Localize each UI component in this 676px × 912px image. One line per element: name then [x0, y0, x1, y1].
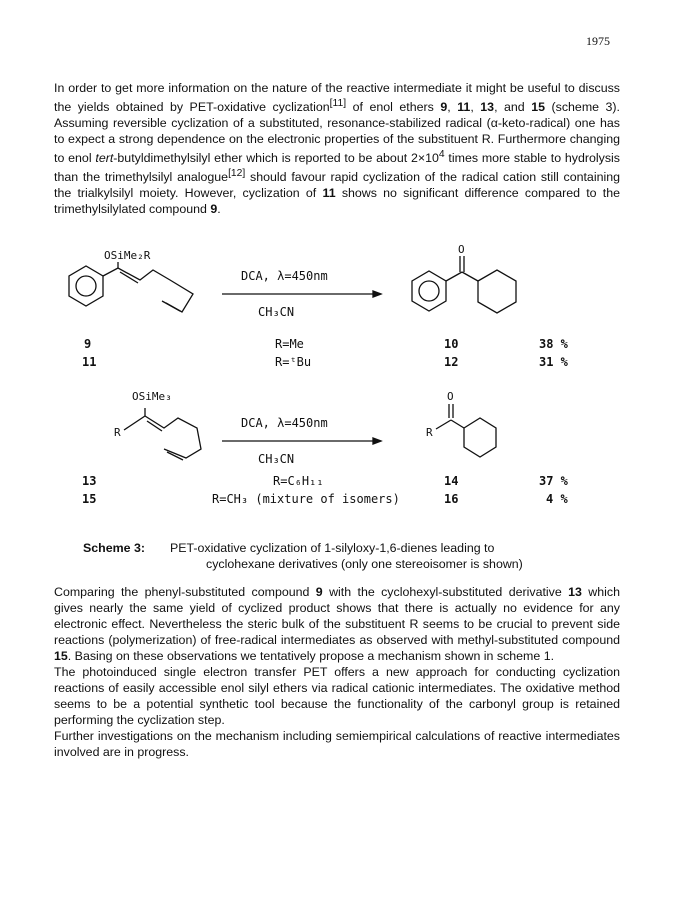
- reference: [11]: [329, 98, 347, 109]
- compound-number: 11: [457, 100, 471, 115]
- reaction-scheme: [0, 240, 676, 530]
- compound-number: 15: [82, 492, 97, 506]
- yield-value: 38 %: [539, 337, 568, 351]
- reactant-chain-row1: [103, 262, 193, 312]
- compound-number: 12: [444, 355, 459, 369]
- compound-number: 9: [440, 100, 448, 115]
- text: shows no significant difference compared to the trimethylsilylated compound: [54, 186, 621, 217]
- compound-number: 9: [210, 202, 218, 217]
- compound-number: 14: [444, 474, 459, 488]
- italic-text: tert: [95, 151, 114, 166]
- conclusion-paragraph: The photoinduced single electron transfer PET offers a new approach for conducting cyclization reactions of easily accessible enol silyl ethers via radical cationic intermediates. The oxidative method seems to be a potential synthetic tool because the functionality of the carbonyl group is retained performing the cyclization step.: [54, 665, 620, 727]
- caption-label-text: Scheme 3:: [83, 541, 145, 555]
- scheme-caption: [170, 540, 610, 572]
- page-number: 1975: [586, 34, 610, 48]
- yield-value: 31 %: [539, 355, 568, 369]
- text: -butyldimethylsilyl ether which is reported to be about 2×10: [113, 151, 439, 166]
- text: (scheme 3). Assuming reversible cyclization of a substituted, resonance-stabilized radical (α-keto-radical) one has to expect a strong dependence on the electronic properties of the substituent R. Furthermore changing to enol: [54, 100, 620, 166]
- compound-number: 10: [444, 337, 459, 351]
- text: of enol ethers: [346, 100, 441, 115]
- compound-number: 9: [315, 585, 323, 599]
- text: which gives nearly the same yield of cyclized product shows that there is actually no evidence for any electronic effect. Nevertheless the steric bulk of the substituent R seems to be crucial to prevent side reactions (polymerization) of free-radical intermediates as observed with methyl-substituted compound: [54, 585, 620, 647]
- benzene-ring-icon: [69, 266, 103, 306]
- reaction-conditions: DCA, λ=450nm: [241, 269, 328, 283]
- discussion-paragraph: [54, 584, 620, 760]
- exponent: 4: [438, 149, 445, 161]
- text: with the cyclohexyl-substituted derivative: [322, 585, 569, 599]
- product-ketone-row2: [436, 404, 496, 457]
- product-ketone-row1: [446, 256, 516, 313]
- yield-value: 4 %: [546, 492, 568, 506]
- solvent-label: CH₃CN: [258, 305, 295, 319]
- caption-line: cyclohexane derivatives (only one stereoisomer is shown): [206, 557, 523, 571]
- text: should favour rapid cyclization of the radical cation still containing the trialkylsilyl moiety. However, cyclization of: [54, 170, 621, 201]
- r-group-label: R: [114, 426, 121, 439]
- compound-number: 13: [480, 100, 495, 115]
- text: . Basing on these observations we tentatively propose a mechanism shown in scheme 1.: [67, 649, 555, 663]
- benzene-ring-icon: [412, 271, 446, 311]
- substituent-label: R=CH₃ (mixture of isomers): [212, 492, 400, 506]
- yield-value: 37 %: [539, 474, 568, 488]
- caption-line: PET-oxidative cyclization of 1-silyloxy-1,6-dienes leading to: [170, 541, 495, 555]
- intro-paragraph: [54, 80, 620, 217]
- substituent-label: R=C₆H₁₁: [273, 474, 324, 488]
- compound-number: 16: [444, 492, 459, 506]
- text: In order to get more information on the nature of the reactive intermediate it might be useful to discuss the yields obtained by PET-oxidative cyclization: [54, 81, 620, 115]
- reference: [12]: [228, 168, 246, 180]
- reaction-arrow-icon: [222, 291, 381, 297]
- compound-number: 15: [531, 100, 546, 115]
- compound-number: 11: [82, 355, 97, 369]
- text: ,: [470, 100, 481, 115]
- r-group-label: R: [426, 426, 433, 439]
- reactant-chain-row2: [124, 408, 201, 460]
- substituent-label: R=Me: [275, 337, 304, 351]
- carbonyl-oxygen: O: [458, 243, 465, 256]
- text: times more stable to hydrolysis than the trimethylsilyl analogue: [54, 151, 620, 185]
- silyl-group-label: OSiMe₂R: [104, 249, 151, 262]
- text: .: [217, 202, 221, 217]
- text: , and: [494, 100, 532, 115]
- compound-number: 9: [84, 337, 92, 351]
- caption-label: [83, 540, 145, 556]
- solvent-label: CH₃CN: [258, 452, 295, 466]
- silyl-group-label: OSiMe₃: [132, 390, 172, 403]
- carbonyl-oxygen: O: [447, 390, 454, 403]
- outlook-paragraph: Further investigations on the mechanism including semiempirical calculations of reactive intermediates involved are in progress.: [54, 729, 620, 759]
- text: ,: [447, 100, 451, 115]
- substituent-label: R=ᵗBu: [275, 355, 312, 369]
- text: Comparing the phenyl-substituted compound: [54, 585, 316, 599]
- reaction-conditions: DCA, λ=450nm: [241, 416, 328, 430]
- compound-number: 13: [568, 585, 582, 599]
- compound-number: 15: [54, 649, 68, 663]
- compound-number: 13: [82, 474, 97, 488]
- reaction-arrow-icon: [222, 438, 381, 444]
- compound-number: 11: [322, 186, 336, 201]
